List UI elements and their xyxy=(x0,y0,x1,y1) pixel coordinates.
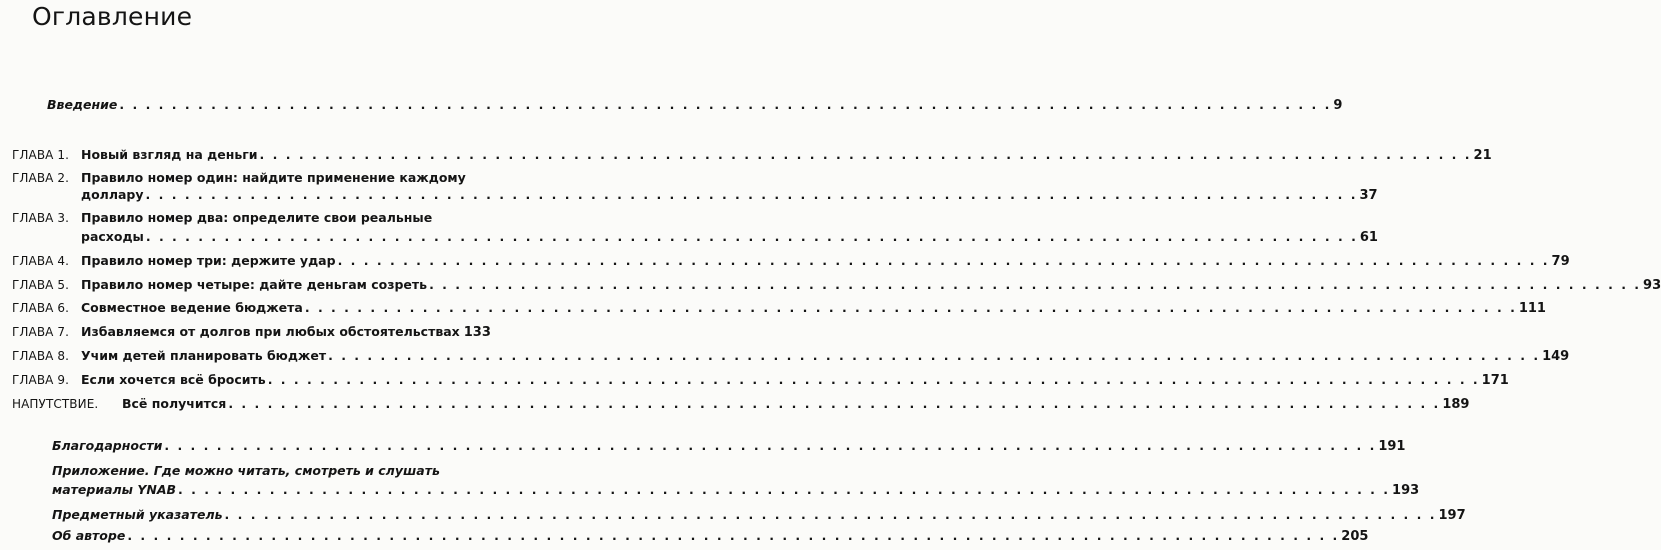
entry-title: Благодарности xyxy=(52,438,163,453)
page-number: 79 xyxy=(1551,254,1570,269)
leader-dots xyxy=(429,277,1641,293)
chapter-label: ГЛАВА 2. xyxy=(12,171,70,185)
chapter-label: НАПУТСТВИЕ. xyxy=(12,397,99,411)
page-title: Оглавление xyxy=(32,2,193,31)
chapter-label: ГЛАВА 7. xyxy=(12,325,70,339)
page-number: 149 xyxy=(1542,349,1570,364)
leader-dots xyxy=(338,253,1550,269)
entry-title: Новый взгляд на деньги xyxy=(81,147,258,162)
entry-title-line1: Приложение. Где можно читать, смотреть и слушать xyxy=(52,463,440,478)
leader-dots xyxy=(127,528,1339,544)
page-number: 61 xyxy=(1359,230,1378,245)
leader-dots xyxy=(119,97,1331,113)
chapter-label: ГЛАВА 4. xyxy=(12,254,70,268)
page-number: 37 xyxy=(1359,188,1378,203)
leader-dots xyxy=(228,396,1440,412)
page-number: 111 xyxy=(1518,301,1546,316)
leader-dots xyxy=(268,372,1480,388)
page-number: 191 xyxy=(1378,439,1406,454)
leader-dots xyxy=(178,482,1390,498)
entry-title: Учим детей планировать бюджет xyxy=(81,348,327,363)
page-number: 93 xyxy=(1643,278,1661,293)
entry-title: доллару xyxy=(81,187,144,202)
page-number: 189 xyxy=(1442,397,1470,412)
entry-title: Предметный указатель xyxy=(52,507,223,522)
entry-title: Совместное ведение бюджета xyxy=(81,300,303,315)
entry-title: Всё получится xyxy=(122,396,227,411)
chapter-label: ГЛАВА 1. xyxy=(12,148,70,162)
chapter-label: ГЛАВА 3. xyxy=(12,211,70,225)
chapter-label: ГЛАВА 8. xyxy=(12,349,70,363)
page-number: 9 xyxy=(1333,98,1343,113)
leader-dots xyxy=(164,438,1376,454)
entry-title: Правило номер три: держите удар xyxy=(81,253,336,268)
chapter-label: ГЛАВА 6. xyxy=(12,301,70,315)
entry-title: Введение xyxy=(47,97,118,112)
leader-dots xyxy=(146,187,1358,203)
entry-title: Правило номер четыре: дайте деньгам созреть xyxy=(81,277,428,292)
entry-title: расходы xyxy=(81,229,144,244)
leader-dots xyxy=(225,507,1437,523)
page-number: 205 xyxy=(1341,529,1369,544)
chapter-label: ГЛАВА 5. xyxy=(12,278,70,292)
entry-title: Об авторе xyxy=(52,528,126,543)
entry-title: Избавляемся от долгов при любых обстоятельствах xyxy=(81,324,460,339)
page-number: 197 xyxy=(1438,508,1466,523)
entry-title: Если хочется всё бросить xyxy=(81,372,266,387)
chapter-label: ГЛАВА 9. xyxy=(12,373,70,387)
page-number: 21 xyxy=(1473,148,1492,163)
entry-title: материалы YNAB xyxy=(52,482,177,497)
page-number: 171 xyxy=(1481,373,1509,388)
leader-dots xyxy=(146,229,1358,245)
leader-dots xyxy=(328,348,1540,364)
entry-title-line1: Правило номер два: определите свои реальные xyxy=(81,210,433,225)
page-number: 133 xyxy=(463,325,491,340)
entry-title-line1: Правило номер один: найдите применение каждому xyxy=(81,170,466,185)
page-number: 193 xyxy=(1392,483,1420,498)
leader-dots xyxy=(305,300,1517,316)
leader-dots xyxy=(260,147,1472,163)
